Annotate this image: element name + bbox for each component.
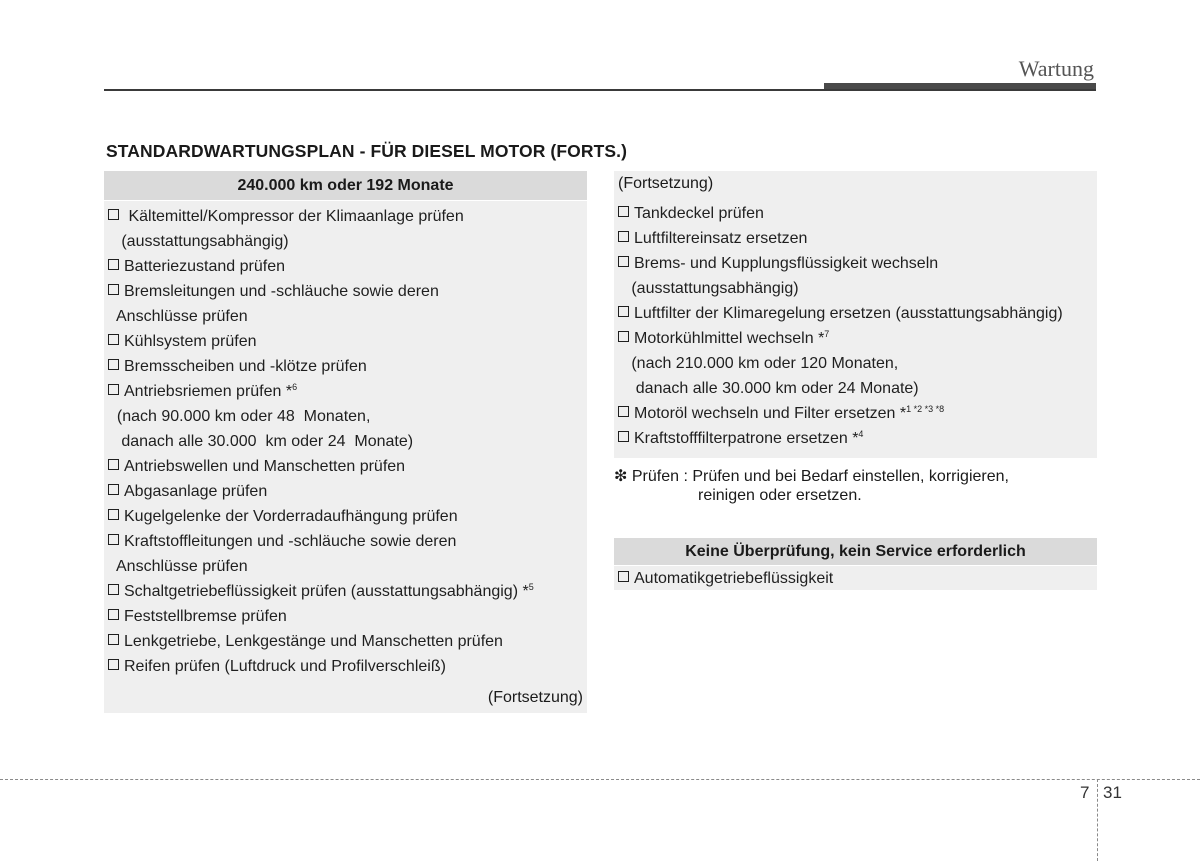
item-text: Antriebswellen und Manschetten prüfen xyxy=(124,458,406,475)
maintenance-item-list xyxy=(108,204,534,679)
checkbox-icon xyxy=(618,306,629,317)
list-item xyxy=(618,201,1063,226)
checkbox-icon xyxy=(108,584,119,595)
item-text: Feststellbremse prüfen xyxy=(124,608,287,625)
item-text: danach alle 30.000 km oder 24 Monate) xyxy=(108,433,414,450)
no-service-table xyxy=(614,538,1097,590)
footnote-ref: 1 *2 *3 *8 xyxy=(906,404,945,414)
list-item xyxy=(618,276,1063,301)
item-text: Bremsscheiben und -klötze prüfen xyxy=(124,358,367,375)
maintenance-item-list xyxy=(618,201,1063,451)
footnote-ref: 5 xyxy=(528,582,534,592)
checkbox-icon xyxy=(108,659,119,670)
item-text: (ausstattungsabhängig) xyxy=(108,233,289,250)
table-heading: Keine Überprüfung, kein Service erforderlich xyxy=(614,538,1097,566)
item-text: Brems- und Kupplungsflüssigkeit wechseln xyxy=(634,255,939,272)
checkbox-icon xyxy=(108,509,119,520)
list-item xyxy=(108,479,534,504)
item-text: Automatikgetriebeflüssigkeit xyxy=(634,570,834,587)
list-item xyxy=(108,254,534,279)
item-text: Motoröl wechseln und Filter ersetzen * xyxy=(634,405,907,422)
checkbox-icon xyxy=(618,571,629,582)
item-text: Kugelgelenke der Vorderradaufhängung prüfen xyxy=(124,508,458,525)
list-item xyxy=(108,529,534,554)
checkbox-icon xyxy=(108,484,119,495)
list-item xyxy=(618,226,1063,251)
list-item xyxy=(108,354,534,379)
checkbox-icon xyxy=(108,534,119,545)
footnote-ref: 6 xyxy=(292,382,298,392)
checkbox-icon xyxy=(618,431,629,442)
item-text: Anschlüsse prüfen xyxy=(108,308,248,325)
list-item xyxy=(108,604,534,629)
item-text: Schaltgetriebeflüssigkeit prüfen (ausstattungsabhängig) * xyxy=(124,583,529,600)
list-item xyxy=(108,304,534,329)
list-item xyxy=(108,229,534,254)
legend-line: ❇ Prüfen : Prüfen und bei Bedarf einstellen, korrigieren, xyxy=(614,468,1009,485)
checkbox-icon xyxy=(108,384,119,395)
list-item xyxy=(108,654,534,679)
page-number: 31 xyxy=(1103,783,1122,802)
item-text: Lenkgetriebe, Lenkgestänge und Manschetten prüfen xyxy=(124,633,503,650)
list-item xyxy=(618,351,1063,376)
item-text: Kraftstoffleitungen und -schläuche sowie deren xyxy=(124,533,457,550)
item-text: Luftfiltereinsatz ersetzen xyxy=(634,230,808,247)
checkbox-icon xyxy=(108,634,119,645)
list-item xyxy=(618,426,1063,451)
list-item xyxy=(108,379,534,404)
item-text: danach alle 30.000 km oder 24 Monate) xyxy=(618,380,919,397)
item-text: Kältemittel/Kompressor der Klimaanlage prüfen xyxy=(124,208,464,225)
checkbox-icon xyxy=(618,256,629,267)
legend-note xyxy=(614,467,1009,505)
item-text: Anschlüsse prüfen xyxy=(108,558,248,575)
list-item xyxy=(108,504,534,529)
list-item xyxy=(108,429,534,454)
list-item xyxy=(108,629,534,654)
list-item xyxy=(618,301,1063,326)
continuation-label: (Fortsetzung) xyxy=(618,175,714,192)
continuation-label: (Fortsetzung) xyxy=(487,689,583,706)
list-item xyxy=(618,251,1063,276)
item-text: Batteriezustand prüfen xyxy=(124,258,285,275)
list-item xyxy=(108,579,534,604)
checkbox-icon xyxy=(618,231,629,242)
footnote-ref: 7 xyxy=(824,329,830,339)
table-heading: 240.000 km oder 192 Monate xyxy=(104,171,587,201)
item-text: Bremsleitungen und -schläuche sowie deren xyxy=(124,283,439,300)
header-rule xyxy=(104,89,1096,91)
checkbox-icon xyxy=(108,609,119,620)
checkbox-icon xyxy=(618,406,629,417)
page-header-title: Wartung xyxy=(1018,56,1094,81)
checkbox-icon xyxy=(108,334,119,345)
item-text: Kraftstofffilterpatrone ersetzen * xyxy=(634,430,859,447)
checkbox-icon xyxy=(618,331,629,342)
footer-rule xyxy=(0,779,1200,780)
item-text: (nach 210.000 km oder 120 Monaten, xyxy=(618,355,899,372)
item-text: Abgasanlage prüfen xyxy=(124,483,268,500)
item-text: Antriebsriemen prüfen * xyxy=(124,383,293,400)
item-text: Tankdeckel prüfen xyxy=(634,205,764,222)
checkbox-icon xyxy=(108,459,119,470)
maintenance-table-240000km xyxy=(104,171,587,713)
list-item xyxy=(108,404,534,429)
item-text: Kühlsystem prüfen xyxy=(124,333,257,350)
checkbox-icon xyxy=(618,206,629,217)
checkbox-icon xyxy=(108,359,119,370)
maintenance-item-list xyxy=(614,566,1097,591)
item-text: (nach 90.000 km oder 48 Monaten, xyxy=(108,408,371,425)
item-text: Luftfilter der Klimaregelung ersetzen (ausstattungsabhängig) xyxy=(634,305,1063,322)
item-text: Motorkühlmittel wechseln * xyxy=(634,330,825,347)
section-title: STANDARDWARTUNGSPLAN - FÜR DIESEL MOTOR (FORTS.) xyxy=(106,141,628,161)
item-text: Reifen prüfen (Luftdruck und Profilverschleiß) xyxy=(124,658,446,675)
list-item xyxy=(618,376,1063,401)
list-item xyxy=(618,566,1097,591)
list-item xyxy=(108,454,534,479)
list-item xyxy=(108,279,534,304)
checkbox-icon xyxy=(108,259,119,270)
list-item xyxy=(618,326,1063,351)
item-text: (ausstattungsabhängig) xyxy=(618,280,799,297)
list-item xyxy=(108,204,534,229)
list-item xyxy=(618,401,1063,426)
footer-divider xyxy=(1097,779,1098,861)
checkbox-icon xyxy=(108,284,119,295)
list-item xyxy=(108,554,534,579)
legend-line: reinigen oder ersetzen. xyxy=(698,487,862,504)
maintenance-table-continued xyxy=(614,171,1097,458)
list-item xyxy=(108,329,534,354)
checkbox-icon xyxy=(108,209,119,220)
footnote-ref: 4 xyxy=(858,429,864,439)
chapter-number: 7 xyxy=(1080,783,1090,802)
